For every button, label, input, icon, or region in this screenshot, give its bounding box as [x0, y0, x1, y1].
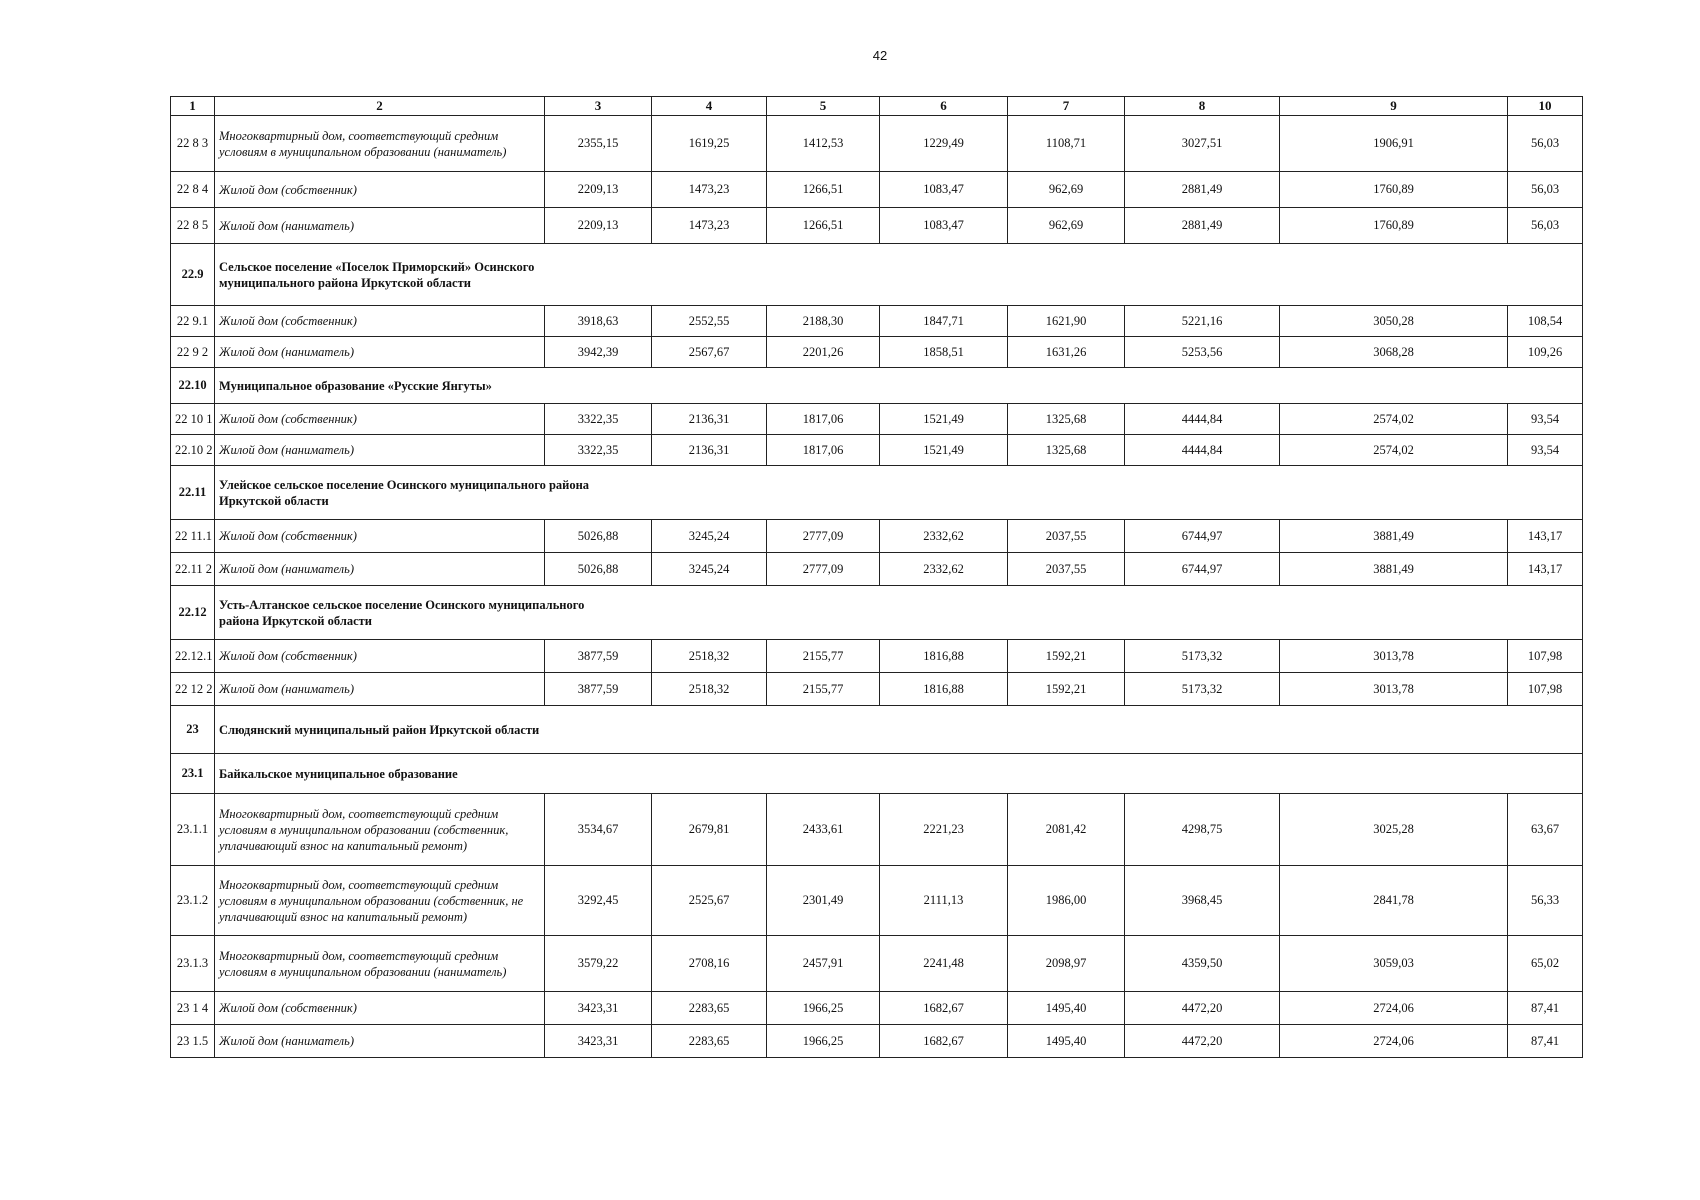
value-cell: 3423,31: [545, 992, 652, 1025]
value-cell: 3245,24: [652, 520, 767, 553]
value-cell: 1266,51: [767, 208, 880, 244]
row-code: 22.12: [171, 586, 215, 640]
row-code: 23.1: [171, 754, 215, 794]
value-cell: 1083,47: [880, 208, 1008, 244]
value-cell: 56,03: [1508, 116, 1583, 172]
section-title: Усть-Алтанское сельское поселение Осинского муниципального района Иркутской области: [215, 586, 1583, 640]
row-code: 22 10 1: [171, 404, 215, 435]
value-cell: 2155,77: [767, 673, 880, 706]
section-row: [171, 754, 1583, 794]
row-code: 22.10: [171, 368, 215, 404]
table-row: [171, 640, 1583, 673]
table-row: [171, 1025, 1583, 1058]
value-cell: 1817,06: [767, 404, 880, 435]
value-cell: 5173,32: [1125, 640, 1280, 673]
value-cell: 1847,71: [880, 306, 1008, 337]
row-code: 23.1.2: [171, 866, 215, 936]
value-cell: 1966,25: [767, 992, 880, 1025]
value-cell: 5173,32: [1125, 673, 1280, 706]
value-cell: 962,69: [1008, 172, 1125, 208]
value-cell: 2155,77: [767, 640, 880, 673]
row-code: 22.11: [171, 466, 215, 520]
value-cell: 3881,49: [1280, 553, 1508, 586]
value-cell: 1816,88: [880, 640, 1008, 673]
value-cell: 3059,03: [1280, 936, 1508, 992]
value-cell: 4472,20: [1125, 1025, 1280, 1058]
table-row: [171, 553, 1583, 586]
table-row: [171, 435, 1583, 466]
value-cell: 3877,59: [545, 673, 652, 706]
row-description: Жилой дом (наниматель): [215, 435, 545, 466]
value-cell: 6744,97: [1125, 553, 1280, 586]
section-row: [171, 586, 1583, 640]
value-cell: 1966,25: [767, 1025, 880, 1058]
value-cell: 2777,09: [767, 520, 880, 553]
value-cell: 1266,51: [767, 172, 880, 208]
row-code: 23 1.5: [171, 1025, 215, 1058]
value-cell: 2201,26: [767, 337, 880, 368]
table-row: [171, 866, 1583, 936]
row-description: Жилой дом (собственник): [215, 520, 545, 553]
value-cell: 5221,16: [1125, 306, 1280, 337]
value-cell: 5026,88: [545, 520, 652, 553]
value-cell: 2037,55: [1008, 553, 1125, 586]
row-description: Жилой дом (собственник): [215, 306, 545, 337]
value-cell: 3245,24: [652, 553, 767, 586]
column-header: 10: [1508, 97, 1583, 116]
table-row: [171, 794, 1583, 866]
value-cell: 2433,61: [767, 794, 880, 866]
value-cell: 63,67: [1508, 794, 1583, 866]
row-code: 22.9: [171, 244, 215, 306]
row-code: 22 8 5: [171, 208, 215, 244]
section-title: Слюдянский муниципальный район Иркутской области: [215, 706, 1583, 754]
value-cell: 2098,97: [1008, 936, 1125, 992]
column-header: 9: [1280, 97, 1508, 116]
row-code: 22 9 2: [171, 337, 215, 368]
column-header: 3: [545, 97, 652, 116]
table-row: [171, 337, 1583, 368]
row-description: Жилой дом (собственник): [215, 404, 545, 435]
value-cell: 2355,15: [545, 116, 652, 172]
table-row: [171, 520, 1583, 553]
value-cell: 3322,35: [545, 404, 652, 435]
value-cell: 56,03: [1508, 172, 1583, 208]
value-cell: 3968,45: [1125, 866, 1280, 936]
row-code: 22 8 4: [171, 172, 215, 208]
value-cell: 2241,48: [880, 936, 1008, 992]
row-description: Жилой дом (наниматель): [215, 337, 545, 368]
value-cell: 3942,39: [545, 337, 652, 368]
value-cell: 2283,65: [652, 992, 767, 1025]
value-cell: 3534,67: [545, 794, 652, 866]
value-cell: 5026,88: [545, 553, 652, 586]
section-row: [171, 466, 1583, 520]
column-header: 1: [171, 97, 215, 116]
value-cell: 3068,28: [1280, 337, 1508, 368]
column-header: 6: [880, 97, 1008, 116]
section-row: [171, 368, 1583, 404]
section-title: Байкальское муниципальное образование: [215, 754, 1583, 794]
value-cell: 2188,30: [767, 306, 880, 337]
value-cell: 3027,51: [1125, 116, 1280, 172]
value-cell: 2221,23: [880, 794, 1008, 866]
value-cell: 2567,67: [652, 337, 767, 368]
value-cell: 1631,26: [1008, 337, 1125, 368]
value-cell: 1521,49: [880, 435, 1008, 466]
value-cell: 3877,59: [545, 640, 652, 673]
page-number: 42: [872, 48, 888, 63]
section-title: Улейское сельское поселение Осинского муниципального района Иркутской области: [215, 466, 1583, 520]
value-cell: 107,98: [1508, 640, 1583, 673]
value-cell: 1760,89: [1280, 208, 1508, 244]
value-cell: 1592,21: [1008, 640, 1125, 673]
row-code: 22.10 2: [171, 435, 215, 466]
value-cell: 5253,56: [1125, 337, 1280, 368]
value-cell: 56,33: [1508, 866, 1583, 936]
value-cell: 1682,67: [880, 992, 1008, 1025]
value-cell: 1325,68: [1008, 435, 1125, 466]
value-cell: 4359,50: [1125, 936, 1280, 992]
value-cell: 1817,06: [767, 435, 880, 466]
value-cell: 2111,13: [880, 866, 1008, 936]
value-cell: 2881,49: [1125, 172, 1280, 208]
value-cell: 2518,32: [652, 640, 767, 673]
row-code: 23.1.3: [171, 936, 215, 992]
value-cell: 1816,88: [880, 673, 1008, 706]
value-cell: 143,17: [1508, 553, 1583, 586]
row-description: Жилой дом (собственник): [215, 640, 545, 673]
value-cell: 2209,13: [545, 172, 652, 208]
value-cell: 2332,62: [880, 520, 1008, 553]
row-description: Многоквартирный дом, соответствующий средним условиям в муниципальном образовании (собственник, уплачивающий взнос на капитальный ремонт): [215, 794, 545, 866]
value-cell: 3881,49: [1280, 520, 1508, 553]
column-header: 5: [767, 97, 880, 116]
value-cell: 1682,67: [880, 1025, 1008, 1058]
value-cell: 143,17: [1508, 520, 1583, 553]
table-header-row: [171, 97, 1583, 116]
value-cell: 2777,09: [767, 553, 880, 586]
value-cell: 87,41: [1508, 1025, 1583, 1058]
value-cell: 2283,65: [652, 1025, 767, 1058]
value-cell: 2841,78: [1280, 866, 1508, 936]
value-cell: 1108,71: [1008, 116, 1125, 172]
table-row: [171, 404, 1583, 435]
value-cell: 1495,40: [1008, 1025, 1125, 1058]
value-cell: 1229,49: [880, 116, 1008, 172]
value-cell: 4444,84: [1125, 404, 1280, 435]
value-cell: 3025,28: [1280, 794, 1508, 866]
row-description: Многоквартирный дом, соответствующий средним условиям в муниципальном образовании (собственник, не уплачивающий взнос на капитальный ремонт): [215, 866, 545, 936]
value-cell: 2037,55: [1008, 520, 1125, 553]
value-cell: 3918,63: [545, 306, 652, 337]
row-description: Многоквартирный дом, соответствующий средним условиям в муниципальном образовании (наниматель): [215, 116, 545, 172]
value-cell: 108,54: [1508, 306, 1583, 337]
value-cell: 2724,06: [1280, 1025, 1508, 1058]
value-cell: 107,98: [1508, 673, 1583, 706]
row-code: 22 11.1: [171, 520, 215, 553]
value-cell: 3579,22: [545, 936, 652, 992]
value-cell: 1495,40: [1008, 992, 1125, 1025]
section-title: Сельское поселение «Поселок Приморский» Осинского муниципального района Иркутской области: [215, 244, 1583, 306]
row-description: Многоквартирный дом, соответствующий средним условиям в муниципальном образовании (наниматель): [215, 936, 545, 992]
row-code: 22 9.1: [171, 306, 215, 337]
value-cell: 2574,02: [1280, 435, 1508, 466]
value-cell: 2081,42: [1008, 794, 1125, 866]
row-code: 23.1.1: [171, 794, 215, 866]
value-cell: 1473,23: [652, 172, 767, 208]
value-cell: 2301,49: [767, 866, 880, 936]
value-cell: 93,54: [1508, 435, 1583, 466]
value-cell: 1619,25: [652, 116, 767, 172]
row-code: 22.12.1: [171, 640, 215, 673]
value-cell: 6744,97: [1125, 520, 1280, 553]
tariff-table: [170, 96, 1583, 1058]
table-row: [171, 936, 1583, 992]
value-cell: 4472,20: [1125, 992, 1280, 1025]
value-cell: 1621,90: [1008, 306, 1125, 337]
value-cell: 56,03: [1508, 208, 1583, 244]
value-cell: 3292,45: [545, 866, 652, 936]
value-cell: 1083,47: [880, 172, 1008, 208]
value-cell: 2209,13: [545, 208, 652, 244]
column-header: 7: [1008, 97, 1125, 116]
value-cell: 3423,31: [545, 1025, 652, 1058]
column-header: 8: [1125, 97, 1280, 116]
table-row: [171, 992, 1583, 1025]
value-cell: 93,54: [1508, 404, 1583, 435]
value-cell: 2136,31: [652, 435, 767, 466]
value-cell: 2724,06: [1280, 992, 1508, 1025]
value-cell: 65,02: [1508, 936, 1583, 992]
value-cell: 1986,00: [1008, 866, 1125, 936]
value-cell: 109,26: [1508, 337, 1583, 368]
value-cell: 1473,23: [652, 208, 767, 244]
row-code: 22.11 2: [171, 553, 215, 586]
value-cell: 2332,62: [880, 553, 1008, 586]
row-description: Жилой дом (наниматель): [215, 1025, 545, 1058]
row-description: Жилой дом (собственник): [215, 172, 545, 208]
row-description: Жилой дом (наниматель): [215, 673, 545, 706]
value-cell: 3050,28: [1280, 306, 1508, 337]
value-cell: 87,41: [1508, 992, 1583, 1025]
column-header: 4: [652, 97, 767, 116]
value-cell: 2518,32: [652, 673, 767, 706]
row-code: 23: [171, 706, 215, 754]
row-description: Жилой дом (наниматель): [215, 553, 545, 586]
section-row: [171, 244, 1583, 306]
row-description: Жилой дом (наниматель): [215, 208, 545, 244]
value-cell: 1906,91: [1280, 116, 1508, 172]
value-cell: 2708,16: [652, 936, 767, 992]
table-row: [171, 208, 1583, 244]
value-cell: 2881,49: [1125, 208, 1280, 244]
value-cell: 4298,75: [1125, 794, 1280, 866]
table-row: [171, 116, 1583, 172]
value-cell: 2552,55: [652, 306, 767, 337]
value-cell: 1592,21: [1008, 673, 1125, 706]
value-cell: 3013,78: [1280, 640, 1508, 673]
table-row: [171, 172, 1583, 208]
table-row: [171, 673, 1583, 706]
value-cell: 2136,31: [652, 404, 767, 435]
row-code: 22 12 2: [171, 673, 215, 706]
table-row: [171, 306, 1583, 337]
value-cell: 3013,78: [1280, 673, 1508, 706]
value-cell: 1521,49: [880, 404, 1008, 435]
table-body: [171, 97, 1583, 1058]
value-cell: 962,69: [1008, 208, 1125, 244]
value-cell: 4444,84: [1125, 435, 1280, 466]
value-cell: 1325,68: [1008, 404, 1125, 435]
row-code: 23 1 4: [171, 992, 215, 1025]
value-cell: 1858,51: [880, 337, 1008, 368]
section-title: Муниципальное образование «Русские Янгуты»: [215, 368, 1583, 404]
row-code: 22 8 3: [171, 116, 215, 172]
column-header: 2: [215, 97, 545, 116]
value-cell: 2457,91: [767, 936, 880, 992]
value-cell: 2574,02: [1280, 404, 1508, 435]
value-cell: 3322,35: [545, 435, 652, 466]
value-cell: 1760,89: [1280, 172, 1508, 208]
row-description: Жилой дом (собственник): [215, 992, 545, 1025]
value-cell: 2525,67: [652, 866, 767, 936]
value-cell: 2679,81: [652, 794, 767, 866]
value-cell: 1412,53: [767, 116, 880, 172]
section-row: [171, 706, 1583, 754]
